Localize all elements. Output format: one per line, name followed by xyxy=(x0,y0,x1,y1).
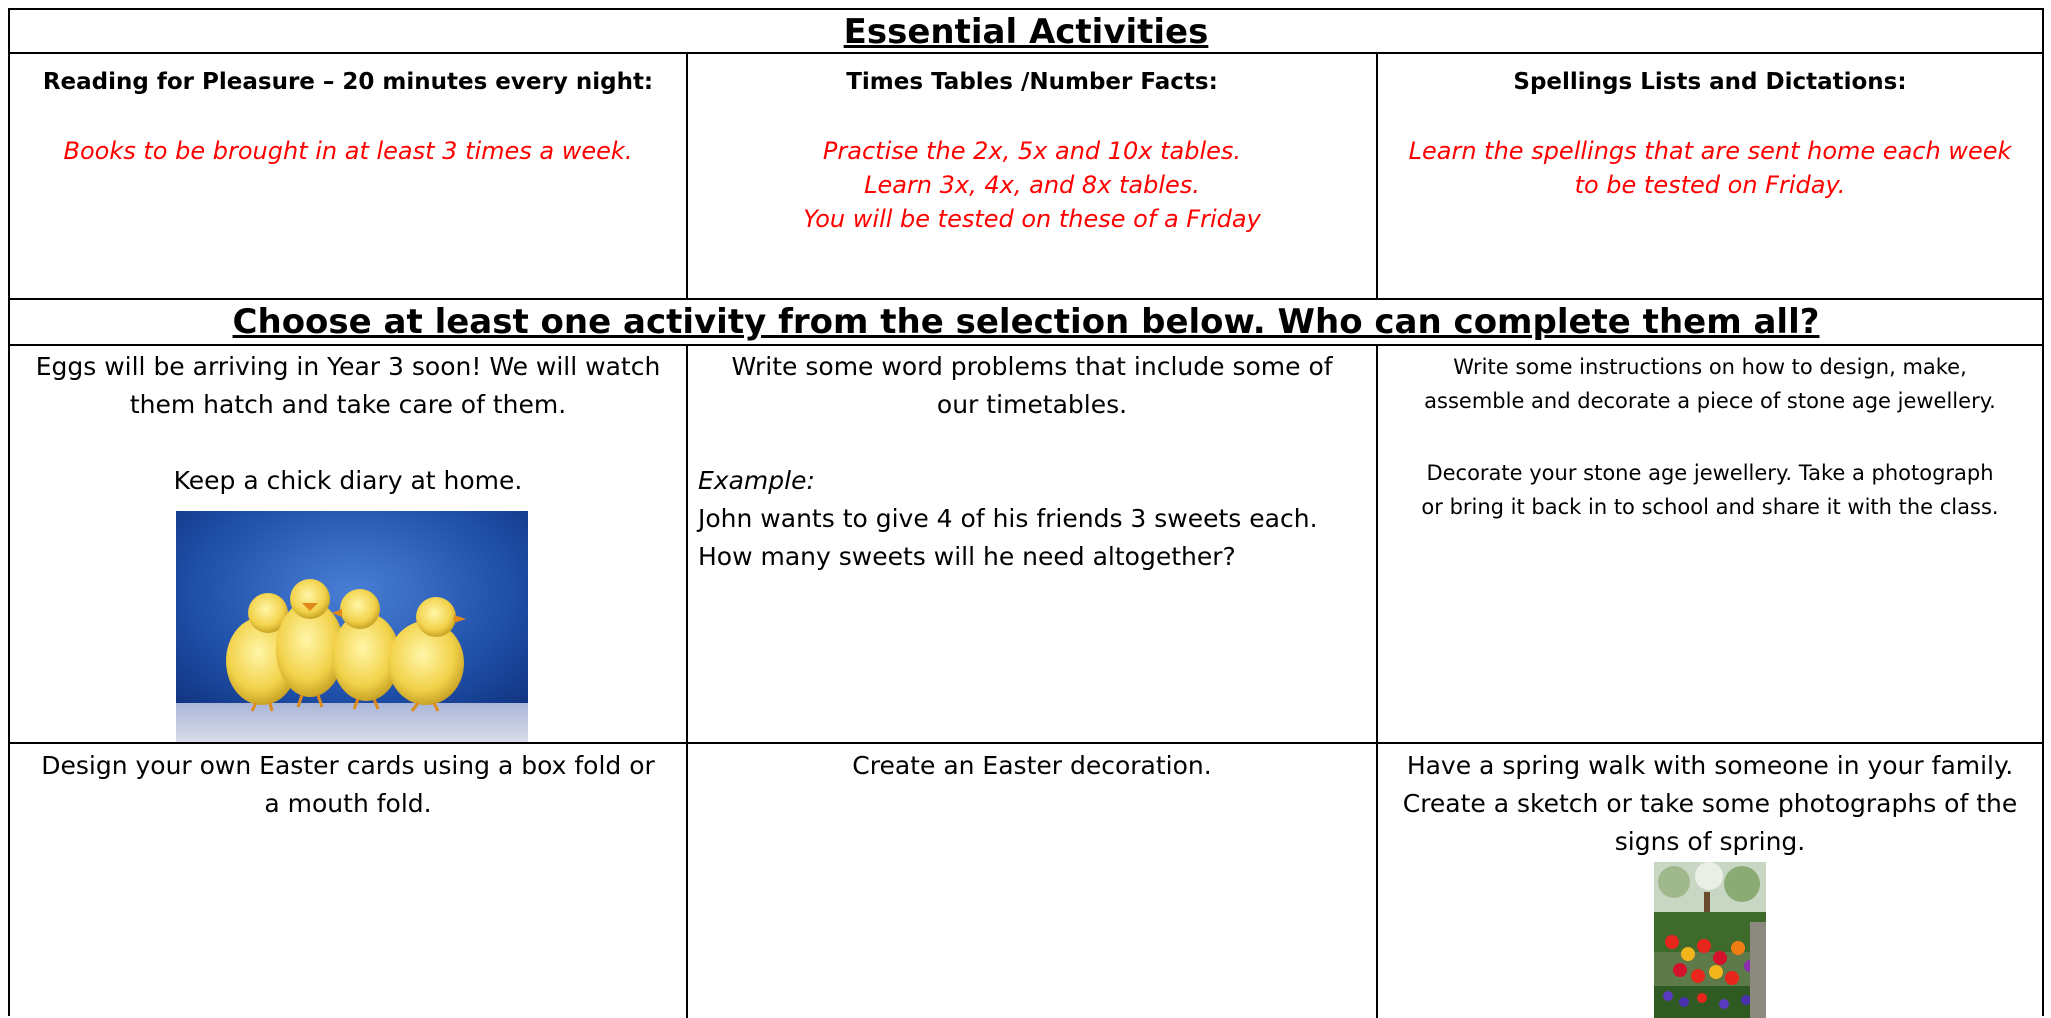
jewellery-line: Decorate your stone age jewellery. Take a photograph xyxy=(1426,461,1994,485)
spellings-line: to be tested on Friday. xyxy=(1574,171,1846,199)
jewellery-line: or bring it back in to school and share it with the class. xyxy=(1421,495,1999,519)
page-title: Essential Activities xyxy=(843,12,1209,52)
spring-walk-cell xyxy=(1378,747,2042,861)
divider xyxy=(10,344,2042,346)
times-tables-heading: Times Tables /Number Facts: xyxy=(846,69,1218,95)
word-problems-line: Write some word problems that include some of xyxy=(731,352,1333,381)
spring-flowers-image xyxy=(1654,862,1766,1018)
divider xyxy=(686,344,688,1018)
divider xyxy=(10,52,2042,54)
easter-decoration-text: Create an Easter decoration. xyxy=(852,751,1212,780)
times-tables-cell xyxy=(688,68,1376,236)
times-tables-line: Learn 3x, 4x, and 8x tables. xyxy=(864,171,1200,199)
easter-cards-line: Design your own Easter cards using a box fold or xyxy=(41,751,655,780)
reading-text: Books to be brought in at least 3 times a week. xyxy=(63,137,633,165)
jewellery-cell xyxy=(1378,350,2042,524)
example-label: Example: xyxy=(698,466,815,495)
spellings-line: Learn the spellings that are sent home each week xyxy=(1408,137,2012,165)
example-line: John wants to give 4 of his friends 3 sweets each. xyxy=(698,504,1318,533)
reading-heading: Reading for Pleasure – 20 minutes every night: xyxy=(42,69,654,95)
word-problems-example xyxy=(698,462,1368,576)
jewellery-line: assemble and decorate a piece of stone age jewellery. xyxy=(1424,389,1996,413)
jewellery-line: Write some instructions on how to design, make, xyxy=(1453,355,1967,379)
spring-walk-line: Create a sketch or take some photographs of the xyxy=(1402,789,2018,818)
eggs-cell xyxy=(10,348,686,500)
easter-cards-cell xyxy=(10,747,686,823)
reading-cell xyxy=(10,68,686,168)
chick-diary-text: Keep a chick diary at home. xyxy=(173,466,523,495)
spellings-cell xyxy=(1378,68,2042,202)
eggs-line: them hatch and take care of them. xyxy=(129,390,567,419)
eggs-line: Eggs will be arriving in Year 3 soon! We will watch xyxy=(35,352,661,381)
spring-walk-line: signs of spring. xyxy=(1614,827,1806,856)
easter-decoration-cell xyxy=(688,747,1376,785)
example-line: How many sweets will he need altogether? xyxy=(698,542,1236,571)
homework-grid xyxy=(8,8,2044,1016)
easter-cards-line: a mouth fold. xyxy=(264,789,432,818)
divider xyxy=(10,742,2042,744)
choose-title: Choose at least one activity from the selection below. Who can complete them all? xyxy=(232,302,1820,342)
times-tables-line: You will be tested on these of a Friday xyxy=(803,205,1261,233)
chicks-image xyxy=(176,511,528,742)
spellings-heading: Spellings Lists and Dictations: xyxy=(1513,69,1907,95)
divider xyxy=(10,298,2042,300)
times-tables-line: Practise the 2x, 5x and 10x tables. xyxy=(822,137,1242,165)
word-problems-line: our timetables. xyxy=(936,390,1128,419)
word-problems-cell xyxy=(688,348,1376,424)
spring-walk-line: Have a spring walk with someone in your family. xyxy=(1406,751,2014,780)
